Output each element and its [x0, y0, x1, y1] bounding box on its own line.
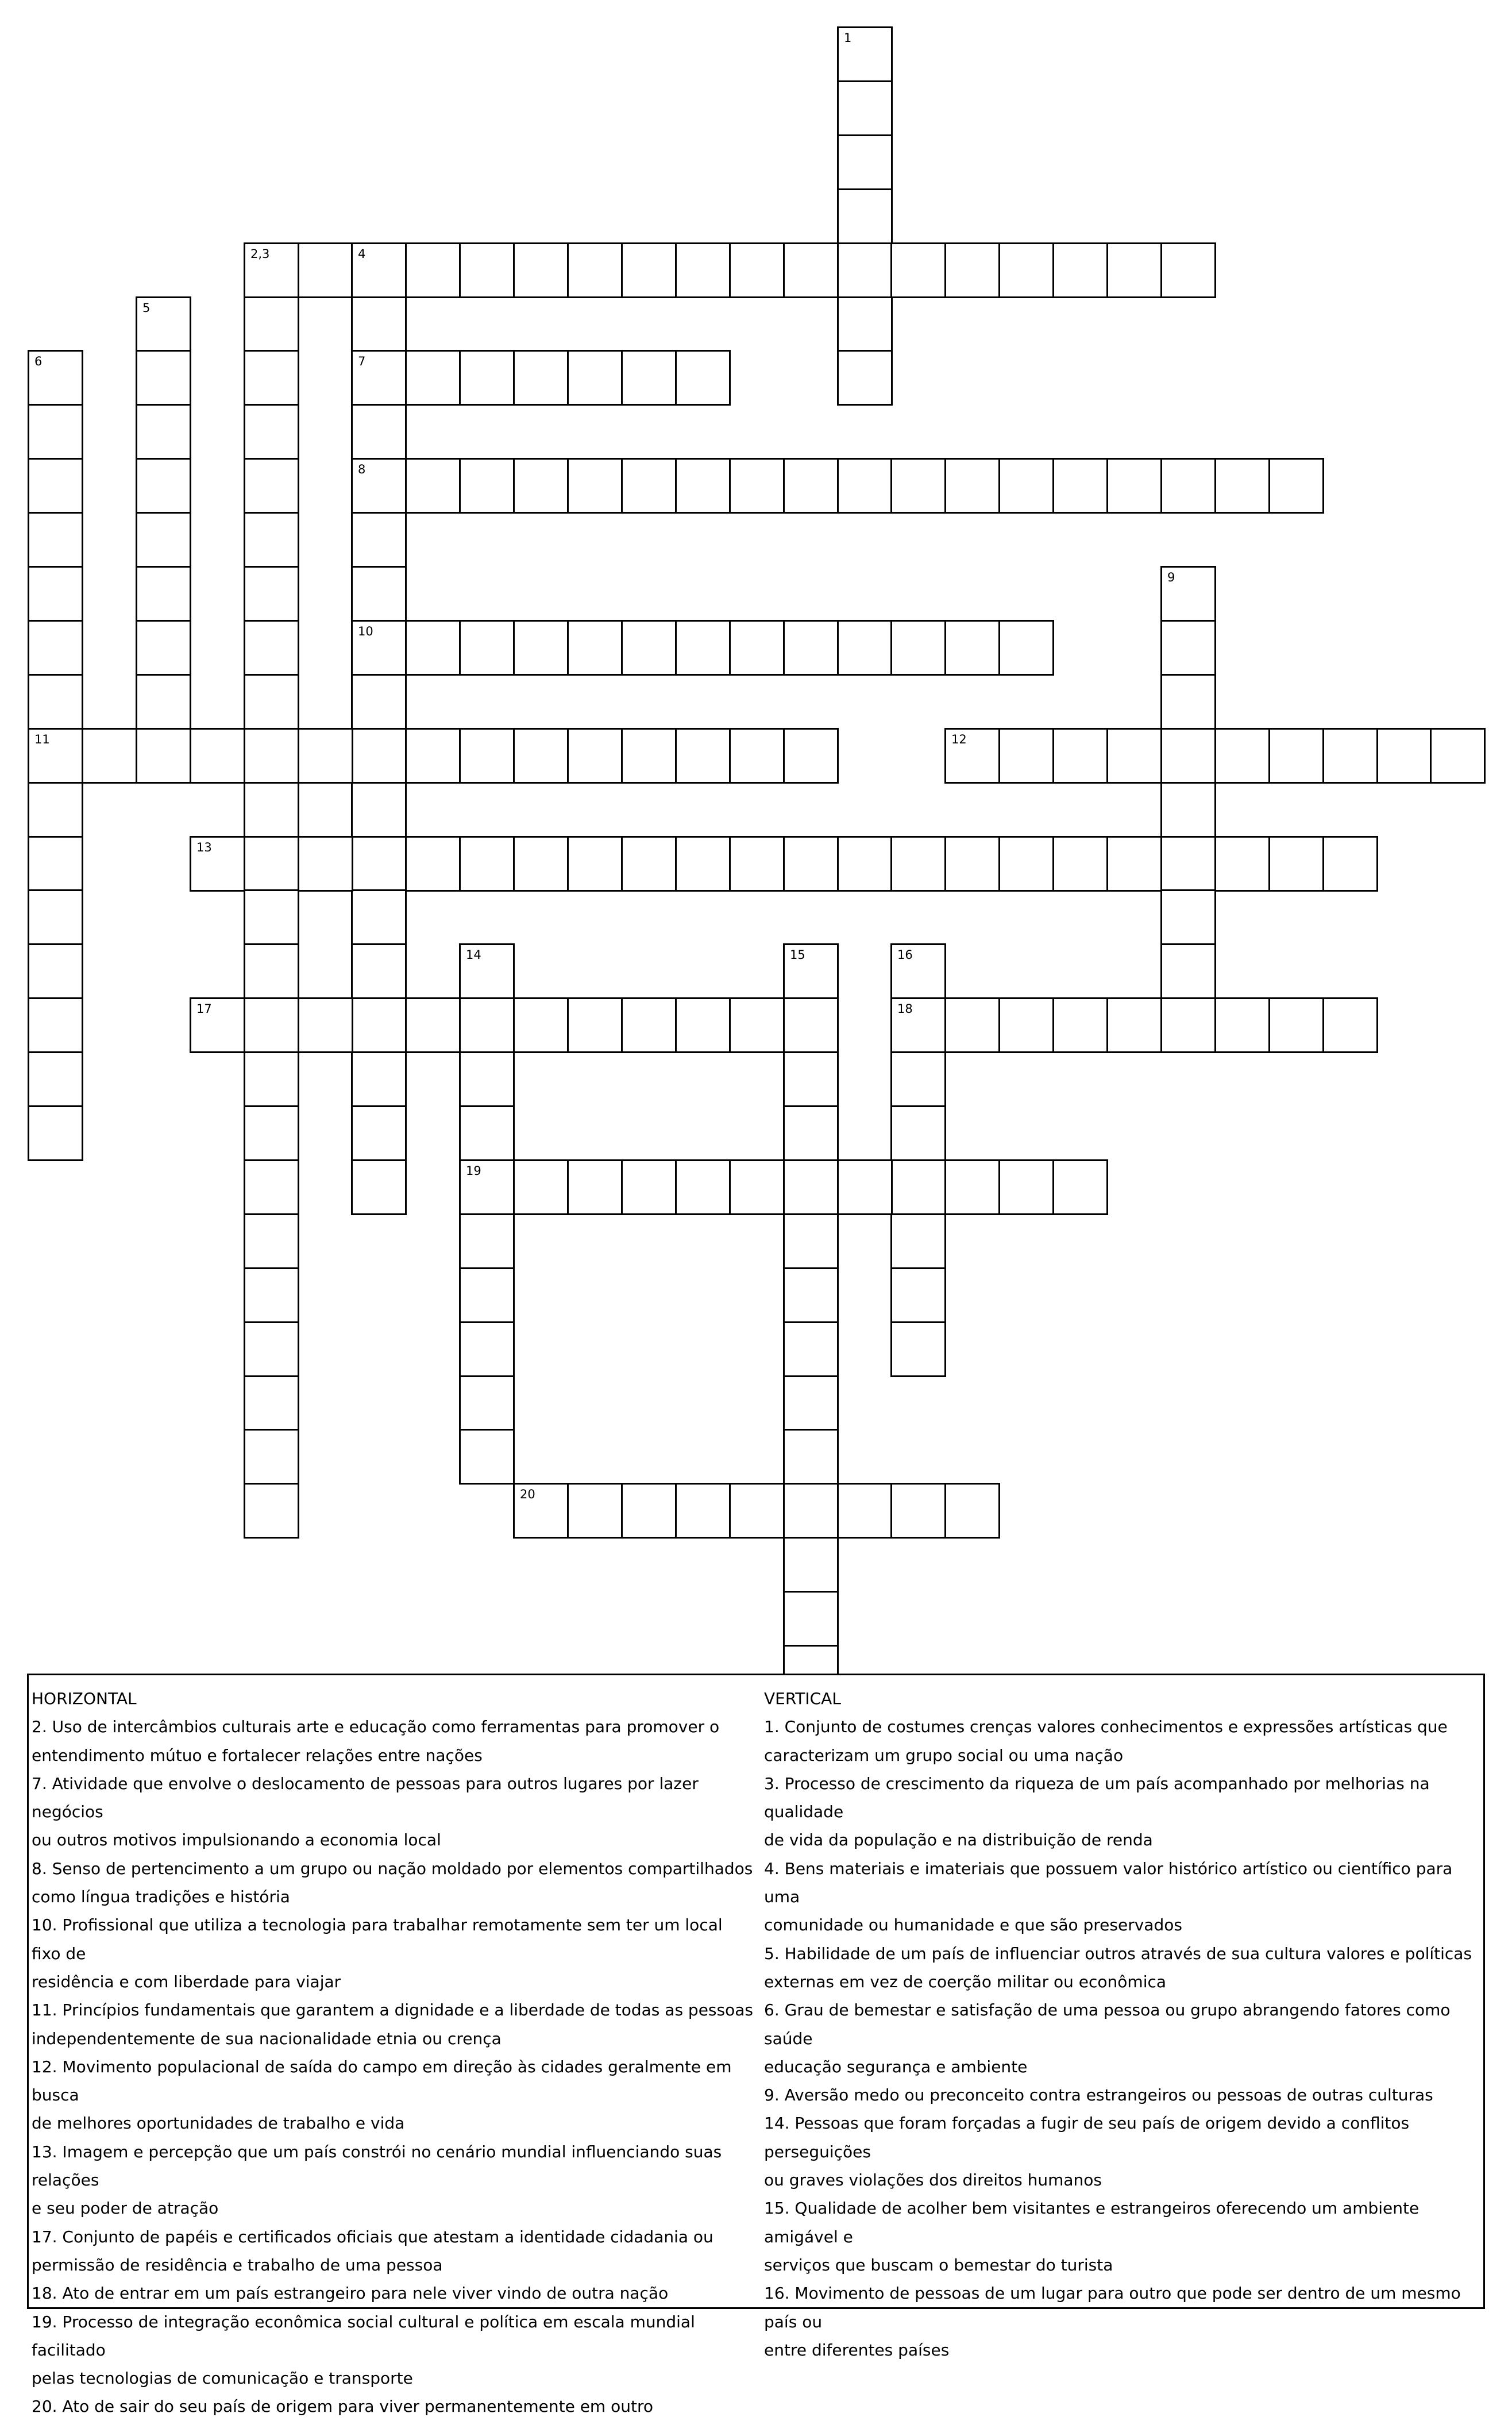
- grid-cell[interactable]: [783, 620, 839, 676]
- grid-cell[interactable]: [244, 566, 299, 622]
- grid-cell[interactable]: [783, 1537, 839, 1593]
- clue-line: 3. Processo de crescimento da riqueza de um país acompanhado por melhorias na qualidade: [764, 1774, 1430, 1822]
- grid-cell[interactable]: [405, 620, 461, 676]
- grid-cell[interactable]: [1052, 836, 1108, 892]
- clue-number: 12: [951, 733, 967, 746]
- clue-number: 1: [844, 31, 852, 45]
- grid-cell[interactable]: [783, 1267, 839, 1323]
- grid-cell[interactable]: [244, 728, 299, 784]
- grid-cell[interactable]: [28, 782, 83, 838]
- grid-cell[interactable]: [1160, 620, 1216, 676]
- grid-cell[interactable]: [1214, 728, 1270, 784]
- grid-cell[interactable]: [351, 458, 407, 514]
- grid-cell[interactable]: [351, 889, 407, 945]
- grid-cell[interactable]: [1322, 728, 1378, 784]
- clue-number: 10: [358, 624, 373, 638]
- grid-cell[interactable]: [244, 889, 299, 945]
- clue-number: 17: [196, 1002, 212, 1016]
- grid-cell[interactable]: [837, 458, 893, 514]
- clue-line: 18. Ato de entrar em um país estrangeiro para nele viver vindo de outra nação: [32, 2284, 669, 2303]
- grid-cell[interactable]: [351, 566, 407, 622]
- grid-cell[interactable]: [783, 1591, 839, 1647]
- grid-cell[interactable]: [837, 620, 893, 676]
- horizontal-clues: [32, 1684, 755, 2421]
- grid-cell[interactable]: [513, 1159, 569, 1215]
- grid-cell[interactable]: [405, 728, 461, 784]
- grid-cell[interactable]: [837, 1483, 893, 1539]
- clue-panel: [27, 1674, 1485, 2416]
- grid-cell[interactable]: [675, 728, 731, 784]
- grid-cell[interactable]: [1160, 782, 1216, 838]
- grid-cell[interactable]: [351, 296, 407, 352]
- grid-cell[interactable]: [513, 620, 569, 676]
- grid-cell[interactable]: [621, 350, 677, 406]
- grid-cell[interactable]: [998, 620, 1054, 676]
- clue-line: 19. Processo de integração econômica social cultural e política em escala mundial facilitado: [32, 2312, 695, 2360]
- grid-cell[interactable]: [837, 1159, 893, 1215]
- grid-cell[interactable]: [298, 836, 353, 892]
- grid-cell[interactable]: [1160, 943, 1216, 999]
- clue-line: 11. Princípios fundamentais que garantem a dignidade e a liberdade de todas as pessoas: [32, 2000, 753, 2020]
- grid-cell[interactable]: [567, 836, 623, 892]
- clue-number: 16: [897, 948, 913, 962]
- grid-cell[interactable]: [28, 836, 83, 892]
- grid-cell[interactable]: [675, 997, 731, 1053]
- grid-cell[interactable]: [675, 1483, 731, 1539]
- clue-line: 16. Movimento de pessoas de um lugar para outro que pode ser dentro de um mesmo país ou: [764, 2284, 1461, 2331]
- grid-cell[interactable]: [890, 1267, 946, 1323]
- grid-cell[interactable]: [244, 512, 299, 568]
- grid-cell[interactable]: [729, 728, 785, 784]
- grid-cell[interactable]: [405, 242, 461, 298]
- grid-cell[interactable]: [28, 997, 83, 1053]
- grid-cell[interactable]: [1268, 836, 1324, 892]
- grid-cell[interactable]: [890, 997, 946, 1053]
- grid-cell[interactable]: [783, 997, 839, 1053]
- grid-cell[interactable]: [1268, 997, 1324, 1053]
- clue-number: 11: [34, 733, 50, 746]
- clue-line: 6. Grau de bemestar e satisfação de uma pessoa ou grupo abrangendo fatores como saúde: [764, 2000, 1451, 2048]
- grid-cell[interactable]: [459, 1105, 515, 1161]
- grid-cell[interactable]: [190, 728, 245, 784]
- grid-cell[interactable]: [459, 997, 515, 1053]
- grid-cell[interactable]: [675, 350, 731, 406]
- grid-cell[interactable]: [459, 458, 515, 514]
- grid-cell[interactable]: [567, 620, 623, 676]
- clue-line: 13. Imagem e percepção que um país constrói no cenário mundial influenciando suas relações: [32, 2142, 722, 2190]
- grid-cell[interactable]: [459, 620, 515, 676]
- grid-cell[interactable]: [1160, 836, 1216, 892]
- grid-cell[interactable]: [729, 242, 785, 298]
- clue-number: 15: [790, 948, 805, 962]
- grid-cell[interactable]: [136, 512, 191, 568]
- grid-cell[interactable]: [351, 512, 407, 568]
- grid-cell[interactable]: [1214, 836, 1270, 892]
- clue-line: 12. Movimento populacional de saída do campo em direção às cidades geralmente em busca: [32, 2057, 732, 2105]
- grid-cell[interactable]: [944, 836, 1000, 892]
- grid-cell[interactable]: [136, 404, 191, 460]
- grid-cell[interactable]: [621, 458, 677, 514]
- grid-cell[interactable]: [244, 620, 299, 676]
- grid-cell[interactable]: [1106, 728, 1162, 784]
- grid-cell[interactable]: [136, 566, 191, 622]
- grid-cell[interactable]: [244, 836, 299, 892]
- grid-cell[interactable]: [513, 242, 569, 298]
- grid-cell[interactable]: [513, 997, 569, 1053]
- clue-number: 9: [1167, 570, 1175, 584]
- grid-cell[interactable]: [567, 1159, 623, 1215]
- grid-cell[interactable]: [1268, 458, 1324, 514]
- grid-cell[interactable]: [244, 1321, 299, 1377]
- grid-cell[interactable]: [567, 997, 623, 1053]
- grid-cell[interactable]: [729, 1159, 785, 1215]
- clue-line: como língua tradições e história: [32, 1887, 290, 1907]
- grid-cell[interactable]: [1052, 458, 1108, 514]
- grid-cell[interactable]: [459, 1159, 515, 1215]
- grid-cell[interactable]: [351, 997, 407, 1053]
- grid-cell[interactable]: [998, 997, 1054, 1053]
- grid-cell[interactable]: [136, 674, 191, 730]
- clue-line: de melhores oportunidades de trabalho e vida: [32, 2114, 405, 2133]
- grid-cell[interactable]: [244, 1159, 299, 1215]
- grid-cell[interactable]: [783, 943, 839, 999]
- clue-line: de vida da população e na distribuição de renda: [764, 1830, 1153, 1850]
- grid-cell[interactable]: [567, 242, 623, 298]
- grid-cell[interactable]: [82, 728, 137, 784]
- grid-cell[interactable]: [1214, 458, 1270, 514]
- grid-cell[interactable]: [513, 836, 569, 892]
- grid-cell[interactable]: [1052, 1159, 1108, 1215]
- grid-cell[interactable]: [837, 350, 893, 406]
- grid-cell[interactable]: [513, 458, 569, 514]
- grid-cell[interactable]: [28, 404, 83, 460]
- grid-cell[interactable]: [783, 1375, 839, 1431]
- grid-cell[interactable]: [190, 997, 245, 1053]
- grid-cell[interactable]: [1052, 997, 1108, 1053]
- grid-cell[interactable]: [1376, 728, 1432, 784]
- grid-cell[interactable]: [244, 350, 299, 406]
- grid-cell[interactable]: [459, 728, 515, 784]
- grid-cell[interactable]: [783, 836, 839, 892]
- grid-cell[interactable]: [1160, 458, 1216, 514]
- grid-cell[interactable]: [298, 997, 353, 1053]
- clue-number: 5: [142, 301, 151, 315]
- grid-cell[interactable]: [351, 674, 407, 730]
- grid-cell[interactable]: [405, 997, 461, 1053]
- grid-cell[interactable]: [351, 836, 407, 892]
- grid-cell[interactable]: [890, 1159, 946, 1215]
- grid-cell[interactable]: [729, 1483, 785, 1539]
- grid-cell[interactable]: [567, 350, 623, 406]
- grid-cell[interactable]: [1106, 458, 1162, 514]
- grid-cell[interactable]: [459, 1321, 515, 1377]
- grid-cell[interactable]: [1160, 566, 1216, 622]
- grid-cell[interactable]: [890, 943, 946, 999]
- grid-cell[interactable]: [890, 1213, 946, 1269]
- clue-line: 5. Habilidade de um país de influenciar outros através de sua cultura valores e políticas: [764, 1944, 1472, 1963]
- clue-line: 1. Conjunto de costumes crenças valores conhecimentos e expressões artísticas que: [764, 1717, 1448, 1737]
- grid-cell[interactable]: [944, 728, 1000, 784]
- clue-line: 2. Uso de intercâmbios culturais arte e educação como ferramentas para promover o: [32, 1717, 720, 1737]
- grid-cell[interactable]: [1106, 836, 1162, 892]
- grid-cell[interactable]: [837, 296, 893, 352]
- grid-cell[interactable]: [837, 134, 893, 190]
- grid-cell[interactable]: [459, 1429, 515, 1485]
- grid-cell[interactable]: [675, 1159, 731, 1215]
- clue-number: 19: [466, 1164, 481, 1178]
- grid-cell[interactable]: [1214, 997, 1270, 1053]
- grid-cell[interactable]: [621, 728, 677, 784]
- grid-cell[interactable]: [783, 1213, 839, 1269]
- grid-cell[interactable]: [1160, 997, 1216, 1053]
- grid-cell[interactable]: [351, 620, 407, 676]
- grid-cell[interactable]: [28, 1051, 83, 1107]
- grid-cell[interactable]: [28, 566, 83, 622]
- grid-cell[interactable]: [136, 458, 191, 514]
- grid-cell[interactable]: [837, 836, 893, 892]
- clue-line: ou graves violações dos direitos humanos: [764, 2171, 1102, 2190]
- grid-cell[interactable]: [351, 943, 407, 999]
- grid-cell[interactable]: [783, 458, 839, 514]
- grid-cell[interactable]: [351, 1105, 407, 1161]
- grid-cell[interactable]: [837, 80, 893, 136]
- grid-cell[interactable]: [459, 836, 515, 892]
- grid-cell[interactable]: [405, 350, 461, 406]
- grid-cell[interactable]: [244, 1483, 299, 1539]
- grid-cell[interactable]: [459, 1267, 515, 1323]
- grid-cell[interactable]: [729, 836, 785, 892]
- grid-cell[interactable]: [1160, 889, 1216, 945]
- grid-cell[interactable]: [1160, 242, 1216, 298]
- grid-cell[interactable]: [351, 242, 407, 298]
- grid-cell[interactable]: [675, 242, 731, 298]
- grid-cell[interactable]: [729, 997, 785, 1053]
- clue-line: entendimento mútuo e fortalecer relações entre nações: [32, 1745, 483, 1765]
- grid-cell[interactable]: [1106, 242, 1162, 298]
- grid-cell[interactable]: [783, 1429, 839, 1485]
- grid-cell[interactable]: [28, 350, 83, 406]
- grid-cell[interactable]: [890, 1105, 946, 1161]
- grid-cell[interactable]: [890, 242, 946, 298]
- horizontal-heading: HORIZONTAL: [32, 1689, 137, 1708]
- grid-cell[interactable]: [513, 350, 569, 406]
- grid-cell[interactable]: [28, 674, 83, 730]
- grid-cell[interactable]: [513, 1483, 569, 1539]
- clue-line: 15. Qualidade de acolher bem visitantes e estrangeiros oferecendo um ambiente amigável e: [764, 2199, 1420, 2246]
- grid-cell[interactable]: [729, 458, 785, 514]
- clue-number: 8: [358, 462, 366, 476]
- grid-cell[interactable]: [621, 997, 677, 1053]
- grid-cell[interactable]: [675, 836, 731, 892]
- grid-cell[interactable]: [944, 242, 1000, 298]
- clue-number: 2,3: [250, 247, 270, 261]
- grid-cell[interactable]: [244, 674, 299, 730]
- clue-number: 18: [897, 1002, 913, 1016]
- grid-cell[interactable]: [1322, 997, 1378, 1053]
- clue-line: independentemente de sua nacionalidade etnia ou crença: [32, 2029, 502, 2048]
- grid-cell[interactable]: [136, 620, 191, 676]
- clue-line: educação segurança e ambiente: [764, 2057, 1028, 2076]
- grid-cell[interactable]: [351, 782, 407, 838]
- grid-cell[interactable]: [136, 728, 191, 784]
- grid-cell[interactable]: [244, 404, 299, 460]
- grid-cell[interactable]: [244, 943, 299, 999]
- grid-cell[interactable]: [244, 782, 299, 838]
- grid-cell[interactable]: [621, 1159, 677, 1215]
- grid-cell[interactable]: [944, 1483, 1000, 1539]
- grid-cell[interactable]: [1322, 836, 1378, 892]
- clue-line: serviços que buscam o bemestar do turista: [764, 2255, 1113, 2274]
- clue-line: caracterizam um grupo social ou uma nação: [764, 1745, 1124, 1765]
- clue-line: 4. Bens materiais e imateriais que possuem valor histórico artístico ou científico para uma: [764, 1859, 1453, 1907]
- grid-cell[interactable]: [998, 728, 1054, 784]
- grid-cell[interactable]: [244, 1267, 299, 1323]
- clue-number: 14: [466, 948, 481, 962]
- grid-cell[interactable]: [351, 1159, 407, 1215]
- grid-cell[interactable]: [405, 458, 461, 514]
- grid-cell[interactable]: [28, 458, 83, 514]
- clue-line: 17. Conjunto de papéis e certificados oficiais que atestam a identidade cidadania ou: [32, 2227, 713, 2246]
- clue-line: ou outros motivos impulsionando a economia local: [32, 1830, 441, 1850]
- grid-cell[interactable]: [28, 620, 83, 676]
- grid-cell[interactable]: [998, 458, 1054, 514]
- grid-cell[interactable]: [351, 350, 407, 406]
- clue-line: externas em vez de coerção militar ou econômica: [764, 1972, 1167, 1991]
- grid-cell[interactable]: [351, 1051, 407, 1107]
- grid-cell[interactable]: [837, 188, 893, 244]
- grid-cell[interactable]: [244, 458, 299, 514]
- grid-cell[interactable]: [890, 1321, 946, 1377]
- grid-cell[interactable]: [244, 1105, 299, 1161]
- clue-line: 9. Aversão medo ou preconceito contra estrangeiros ou pessoas de outras culturas: [764, 2085, 1433, 2105]
- grid-cell[interactable]: [621, 620, 677, 676]
- grid-cell[interactable]: [244, 242, 299, 298]
- clue-number: 20: [520, 1487, 535, 1501]
- grid-cell[interactable]: [28, 943, 83, 999]
- clue-number: 4: [358, 247, 366, 261]
- grid-cell[interactable]: [28, 512, 83, 568]
- clue-line: permissão de residência e trabalho de uma pessoa: [32, 2255, 443, 2274]
- clue-line: residência e com liberdade para viajar: [32, 1972, 341, 1991]
- grid-cell[interactable]: [244, 296, 299, 352]
- grid-cell[interactable]: [1052, 242, 1108, 298]
- grid-cell[interactable]: [783, 728, 839, 784]
- grid-cell[interactable]: [890, 1483, 946, 1539]
- grid-cell[interactable]: [244, 1051, 299, 1107]
- grid-cell[interactable]: [1160, 728, 1216, 784]
- grid-cell[interactable]: [675, 458, 731, 514]
- grid-cell[interactable]: [944, 620, 1000, 676]
- grid-cell[interactable]: [998, 836, 1054, 892]
- grid-cell[interactable]: [890, 836, 946, 892]
- clue-line: comunidade ou humanidade e que são preservados: [764, 1915, 1182, 1935]
- grid-cell[interactable]: [998, 242, 1054, 298]
- grid-cell[interactable]: [1268, 728, 1324, 784]
- clue-line: 14. Pessoas que foram forçadas a fugir de seu país de origem devido a conflitos perseguições: [764, 2114, 1410, 2161]
- grid-cell[interactable]: [459, 1051, 515, 1107]
- grid-cell[interactable]: [729, 620, 785, 676]
- clue-number: 7: [358, 354, 366, 368]
- clue-line: pelas tecnologias de comunicação e transporte: [32, 2369, 413, 2388]
- vertical-clues: [764, 1684, 1479, 2364]
- grid-cell[interactable]: [351, 404, 407, 460]
- grid-cell[interactable]: [1430, 728, 1486, 784]
- grid-cell[interactable]: [459, 1375, 515, 1431]
- grid-cell[interactable]: [244, 1213, 299, 1269]
- grid-cell[interactable]: [890, 458, 946, 514]
- clue-line: 20. Ato de sair do seu país de origem para viver permanentemente em outro: [32, 2397, 653, 2416]
- grid-cell[interactable]: [944, 1159, 1000, 1215]
- grid-cell[interactable]: [621, 836, 677, 892]
- grid-cell[interactable]: [244, 1375, 299, 1431]
- grid-cell[interactable]: [783, 1483, 839, 1539]
- grid-cell[interactable]: [244, 997, 299, 1053]
- grid-cell[interactable]: [783, 1051, 839, 1107]
- grid-cell[interactable]: [459, 1213, 515, 1269]
- grid-cell[interactable]: [405, 836, 461, 892]
- clue-line: 8. Senso de pertencimento a um grupo ou nação moldado por elementos compartilhados: [32, 1859, 753, 1878]
- grid-cell[interactable]: [244, 1429, 299, 1485]
- grid-cell[interactable]: [136, 350, 191, 406]
- grid-cell[interactable]: [28, 889, 83, 945]
- grid-cell[interactable]: [944, 458, 1000, 514]
- grid-cell[interactable]: [1052, 728, 1108, 784]
- vertical-heading: VERTICAL: [764, 1689, 841, 1708]
- grid-cell[interactable]: [783, 242, 839, 298]
- grid-cell[interactable]: [298, 242, 353, 298]
- grid-cell[interactable]: [890, 1051, 946, 1107]
- grid-cell[interactable]: [837, 26, 893, 82]
- grid-cell[interactable]: [621, 242, 677, 298]
- grid-cell[interactable]: [298, 728, 353, 784]
- grid-cell[interactable]: [837, 242, 893, 298]
- grid-cell[interactable]: [459, 943, 515, 999]
- grid-cell[interactable]: [675, 620, 731, 676]
- grid-cell[interactable]: [28, 1105, 83, 1161]
- grid-cell[interactable]: [621, 1483, 677, 1539]
- clue-number: 6: [34, 354, 43, 368]
- grid-cell[interactable]: [1106, 997, 1162, 1053]
- grid-cell[interactable]: [567, 1483, 623, 1539]
- grid-cell[interactable]: [567, 728, 623, 784]
- grid-cell[interactable]: [190, 836, 245, 892]
- grid-cell[interactable]: [459, 350, 515, 406]
- clue-number: 13: [196, 841, 212, 854]
- clue-line: 7. Atividade que envolve o deslocamento de pessoas para outros lugares por lazer negócios: [32, 1774, 699, 1822]
- grid-cell[interactable]: [136, 296, 191, 352]
- grid-cell[interactable]: [944, 997, 1000, 1053]
- clue-line: 10. Profissional que utiliza a tecnologia para trabalhar remotamente sem ter um local fixo de: [32, 1915, 723, 1963]
- grid-cell[interactable]: [459, 242, 515, 298]
- grid-cell[interactable]: [1160, 674, 1216, 730]
- clue-line: entre diferentes países: [764, 2340, 950, 2360]
- grid-cell[interactable]: [998, 1159, 1054, 1215]
- grid-cell[interactable]: [783, 1105, 839, 1161]
- clue-line: e seu poder de atração: [32, 2199, 219, 2218]
- grid-cell[interactable]: [783, 1321, 839, 1377]
- grid-cell[interactable]: [567, 458, 623, 514]
- grid-cell[interactable]: [351, 728, 407, 784]
- grid-cell[interactable]: [513, 728, 569, 784]
- grid-cell[interactable]: [890, 620, 946, 676]
- grid-cell[interactable]: [28, 728, 83, 784]
- grid-cell[interactable]: [783, 1159, 839, 1215]
